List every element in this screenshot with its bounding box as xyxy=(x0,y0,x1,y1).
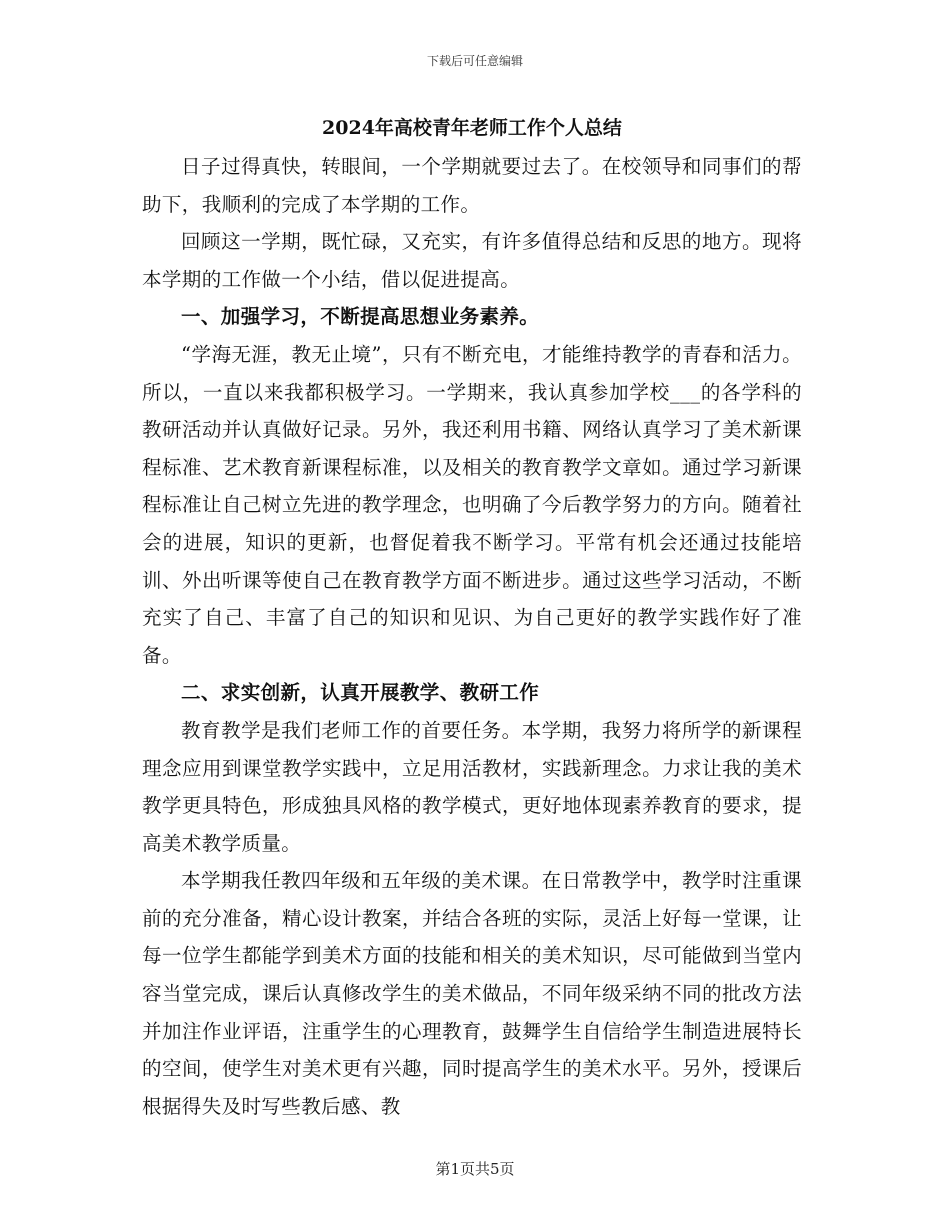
header-note: 下载后可任意编辑 xyxy=(426,54,523,68)
section-heading-1: 一、加强学习，不断提高思想业务素养。 xyxy=(181,305,540,329)
paragraph-2: 回顾这一学期，既忙碌，又充实，有许多值得总结和反思的地方。现将本学期的工作做一个小结，借以促进提高。 xyxy=(142,230,802,291)
document-body xyxy=(142,112,802,1125)
paragraph-5: 本学期我任教四年级和五年级的美术课。在日常教学中，教学时注重课前的充分准备，精心设计教案，并结合各班的实际，灵活上好每一堂课，让每一位学生都能学到美术方面的技能和相关的美术知识，尽可能做到当堂内容当堂完成，课后认真修改学生的美术做品，不同年级采纳不同的批改方法并加注作业评语，注重学生的心理教育，鼓舞学生自信给学生制造进展特长的空间，使学生对美术更有兴趣，同时提高学生的美术水平。另外，授课后根据得失及时写些教后感、教 xyxy=(142,869,802,1118)
section-heading-2: 二、求实创新，认真开展教学、教研工作 xyxy=(181,681,540,705)
document-title: 2024年高校青年老师工作个人总结 xyxy=(322,117,622,139)
paragraph-4: 教育教学是我们老师工作的首要任务。本学期，我努力将所学的新课程理念应用到课堂教学实践中，立足用活教材，实践新理念。力求让我的美术教学更具特色，形成独具风格的教学模式，更好地体现素养教育的要求，提高美术教学质量。 xyxy=(142,718,802,855)
paragraph-1: 日子过得真快，转眼间，一个学期就要过去了。在校领导和同事们的帮助下，我顺利的完成了本学期的工作。 xyxy=(142,155,802,216)
page-number: 第1页共5页 xyxy=(435,1160,515,1178)
paragraph-3: “学海无涯，教无止境”，只有不断充电，才能维持教学的青春和活力。所以，一直以来我都积极学习。一学期来，我认真参加学校___的各学科的教研活动并认真做好记录。另外，我还利用书籍、网络认真学习了美术新课程标准、艺术教育新课程标准，以及相关的教育教学文章如。通过学习新课程标准让自己树立先进的教学理念，也明确了今后教学努力的方向。随着社会的进展，知识的更新，也督促着我不断学习。平常有机会还通过技能培训、外出听课等使自己在教育教学方面不断进步。通过这些学习活动，不断充实了自己、丰富了自己的知识和见识、为自己更好的教学实践作好了准备。 xyxy=(142,342,802,667)
